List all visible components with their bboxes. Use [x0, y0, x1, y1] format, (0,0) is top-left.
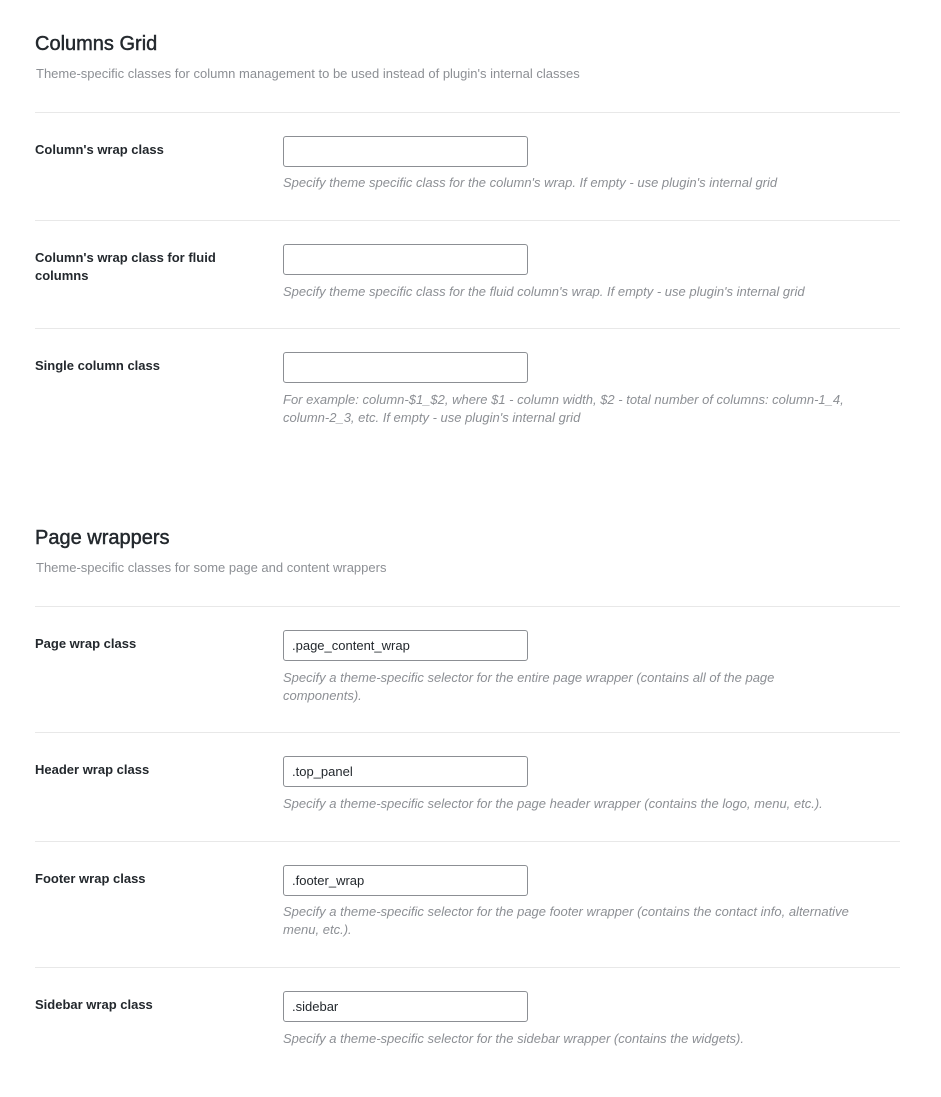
row-divider — [35, 841, 900, 842]
section-description-columns-grid: Theme-specific classes for column management to be used instead of plugin's internal classes — [36, 66, 580, 81]
field-help-column-wrap-class: Specify theme specific class for the column's wrap. If empty - use plugin's internal grid — [283, 175, 778, 190]
row-divider — [35, 732, 900, 733]
footer-wrap-class-input[interactable] — [283, 865, 528, 896]
field-help-sidebar-wrap-class: Specify a theme-specific selector for the sidebar wrapper (contains the widgets). — [283, 1031, 744, 1046]
field-label-page-wrap-class: Page wrap class — [35, 636, 137, 651]
section-divider — [35, 112, 900, 113]
column-wrap-class-input[interactable] — [283, 136, 528, 167]
column-wrap-class-fluid-input[interactable] — [283, 244, 528, 275]
field-label-column-wrap-class: Column's wrap class — [35, 142, 164, 157]
section-title-page-wrappers: Page wrappers — [35, 527, 170, 549]
field-help-footer-wrap-class: Specify a theme-specific selector for the page footer wrapper (contains the contact info, alternative menu, etc.). — [283, 904, 849, 937]
field-help-page-wrap-class: Specify a theme-specific selector for the entire page wrapper (contains all of the page components). — [283, 670, 775, 703]
page-wrap-class-input[interactable] — [283, 630, 528, 661]
field-help-column-wrap-class-fluid: Specify theme specific class for the fluid column's wrap. If empty - use plugin's internal grid — [283, 284, 805, 299]
row-divider — [35, 328, 900, 329]
field-label-single-column-class: Single column class — [35, 358, 160, 373]
field-label-header-wrap-class: Header wrap class — [35, 762, 150, 777]
row-divider — [35, 967, 900, 968]
header-wrap-class-input[interactable] — [283, 756, 528, 787]
field-label-footer-wrap-class: Footer wrap class — [35, 871, 146, 886]
field-help-header-wrap-class: Specify a theme-specific selector for the page header wrapper (contains the logo, menu, etc.). — [283, 796, 823, 811]
section-description-page-wrappers: Theme-specific classes for some page and content wrappers — [36, 560, 387, 575]
field-help-single-column-class: For example: column-$1_$2, where $1 - column width, $2 - total number of columns: column-1_4, column-2_3, etc. If empty - use plugin's internal grid — [283, 392, 844, 425]
sidebar-wrap-class-input[interactable] — [283, 991, 528, 1022]
row-divider — [35, 220, 900, 221]
field-label-sidebar-wrap-class: Sidebar wrap class — [35, 997, 153, 1012]
field-label-column-wrap-class-fluid: Column's wrap class for fluid columns — [35, 250, 216, 283]
single-column-class-input[interactable] — [283, 352, 528, 383]
section-title-columns-grid: Columns Grid — [35, 33, 158, 55]
section-divider — [35, 606, 900, 607]
